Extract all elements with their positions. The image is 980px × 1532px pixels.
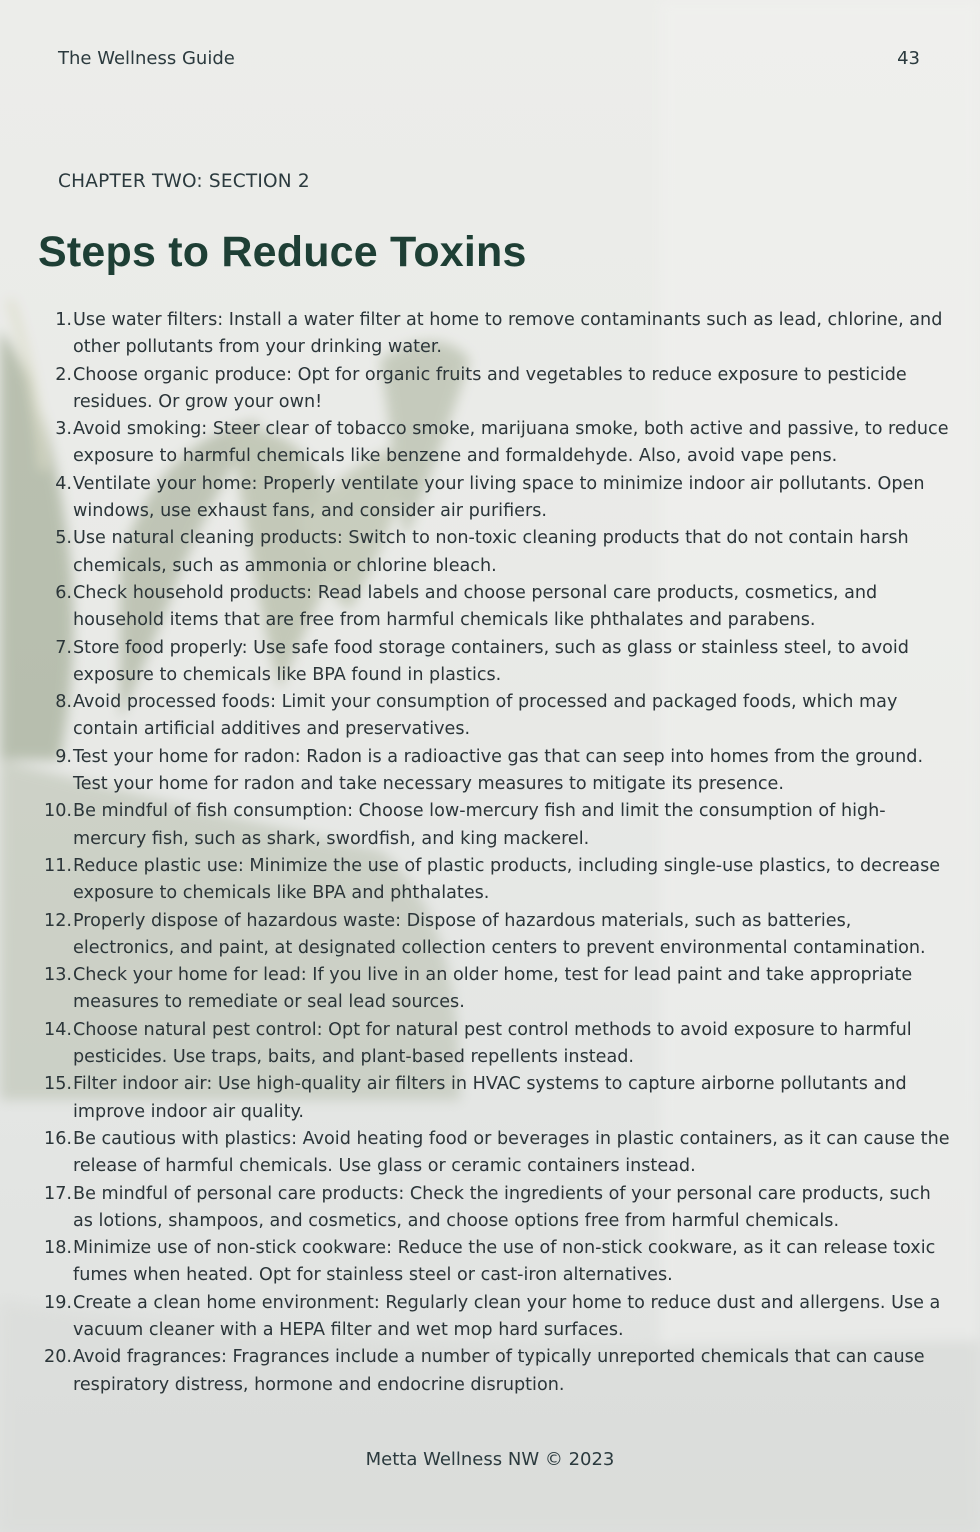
list-item-text: Use water filters: Install a water filter at home to remove contaminants such as lead, chlorine, and other pollutants from your drinking water. — [73, 310, 943, 358]
list-item-number: 7. — [55, 637, 72, 658]
list-item — [38, 362, 950, 417]
list-item-number: 19. — [44, 1292, 72, 1313]
list-item-text: Reduce plastic use: Minimize the use of plastic products, including single-use plastics, to decrease exposure to chemicals like BPA and phthalates. — [73, 855, 941, 904]
list-item — [38, 416, 950, 471]
list-item — [38, 635, 950, 690]
list-item-number: 6. — [55, 582, 72, 603]
list-item — [38, 471, 950, 526]
list-item — [38, 689, 950, 744]
list-item-text: Choose organic produce: Opt for organic fruits and vegetables to reduce exposure to pesticide residues. Or grow your own! — [73, 364, 907, 412]
list-item — [38, 1071, 950, 1126]
page-number: 43 — [897, 48, 920, 69]
list-item-text: Be mindful of personal care products: Check the ingredients of your personal care products, such as lotions, shampoos, and cosmetics, and choose options free from harmful chemicals. — [73, 1183, 931, 1231]
list-item-number: 12. — [44, 910, 72, 931]
list-item-text: Filter indoor air: Use high-quality air filters in HVAC systems to capture airborne pollutants and improve indoor air quality. — [73, 1074, 907, 1122]
list-item-text: Be mindful of fish consumption: Choose low-mercury fish and limit the consumption of high-mercury fish, such as shark, swordfish, and king mackerel. — [73, 801, 886, 849]
footer-copyright: Metta Wellness NW © 2023 — [365, 1449, 615, 1470]
list-item-number: 5. — [55, 528, 72, 549]
list-item-number: 20. — [44, 1347, 72, 1368]
list-item-number: 15. — [44, 1074, 72, 1095]
list-item-text: Properly dispose of hazardous waste: Dispose of hazardous materials, such as batteries, electronics, and paint, at designated collection centers to prevent environmental contamination. — [73, 910, 926, 958]
list-item-number: 16. — [44, 1128, 72, 1149]
list-item-number: 13. — [44, 965, 72, 986]
list-item-number: 9. — [55, 746, 72, 767]
steps-list — [38, 307, 950, 1399]
list-item-number: 4. — [55, 473, 72, 494]
list-item-number: 3. — [55, 419, 72, 440]
list-item — [38, 1290, 950, 1345]
running-title: The Wellness Guide — [58, 48, 235, 69]
list-item-text: Check your home for lead: If you live in an older home, test for lead paint and take appropriate measures to remediate or seal lead sources. — [73, 965, 913, 1013]
list-item — [38, 307, 950, 362]
list-item — [38, 962, 950, 1017]
list-item — [38, 798, 950, 853]
list-item-number: 2. — [55, 364, 72, 385]
list-item-text: Use natural cleaning products: Switch to non-toxic cleaning products that do not contain harsh chemicals, such as ammonia or chlorine bleach. — [73, 528, 909, 576]
list-item-text: Ventilate your home: Properly ventilate your living space to minimize indoor air pollutants. Open windows, use exhaust fans, and consider air purifiers. — [73, 473, 925, 522]
list-item-text: Check household products: Read labels and choose personal care products, cosmetics, and household items that are free from harmful chemicals like phthalates and parabens. — [73, 582, 878, 631]
list-item-number: 18. — [44, 1238, 72, 1259]
list-item-text: Choose natural pest control: Opt for natural pest control methods to avoid exposure to harmful pesticides. Use traps, baits, and plant-based repellents instead. — [73, 1019, 912, 1068]
list-item-number: 1. — [55, 310, 72, 330]
page-title: Steps to Reduce Toxins — [38, 228, 527, 276]
list-item — [38, 1344, 950, 1399]
list-item-number: 11. — [44, 855, 72, 876]
list-item — [38, 1017, 950, 1072]
list-item — [38, 744, 950, 799]
list-item — [38, 908, 950, 963]
list-item-number: 17. — [44, 1183, 72, 1204]
list-item-number: 8. — [55, 692, 72, 713]
list-item-text: Create a clean home environment: Regularly clean your home to reduce dust and allergens. Use a vacuum cleaner with a HEPA filter and wet mop hard surfaces. — [73, 1292, 941, 1340]
chapter-label: CHAPTER TWO: SECTION 2 — [58, 171, 310, 192]
list-item-text: Store food properly: Use safe food storage containers, such as glass or stainless steel, to avoid exposure to chemicals like BPA found in plastics. — [73, 637, 909, 685]
list-item-text: Minimize use of non-stick cookware: Reduce the use of non-stick cookware, as it can release toxic fumes when heated. Opt for stainless steel or cast-iron alternatives. — [73, 1238, 936, 1286]
list-item-text: Test your home for radon: Radon is a radioactive gas that can seep into homes from the ground. Test your home for radon and take necessary measures to mitigate its presence. — [73, 746, 924, 795]
list-item-text: Avoid smoking: Steer clear of tobacco smoke, marijuana smoke, both active and passive, to reduce exposure to harmful chemicals like benzene and formaldehyde. Also, avoid vape pens. — [73, 419, 949, 467]
list-item — [38, 1126, 950, 1181]
list-item-text: Be cautious with plastics: Avoid heating food or beverages in plastic containers, as it can cause the release of harmful chemicals. Use glass or ceramic containers instead. — [73, 1128, 950, 1177]
list-item-text: Avoid fragrances: Fragrances include a number of typically unreported chemicals that can cause respiratory distress, hormone and endocrine disruption. — [73, 1347, 925, 1395]
list-item-number: 14. — [44, 1019, 72, 1040]
list-item — [38, 853, 950, 908]
list-item — [38, 1181, 950, 1236]
list-item — [38, 1235, 950, 1290]
list-item-number: 10. — [44, 801, 72, 822]
list-item — [38, 525, 950, 580]
list-item-text: Avoid processed foods: Limit your consumption of processed and packaged foods, which may contain artificial additives and preservatives. — [73, 692, 898, 740]
list-item — [38, 580, 950, 635]
